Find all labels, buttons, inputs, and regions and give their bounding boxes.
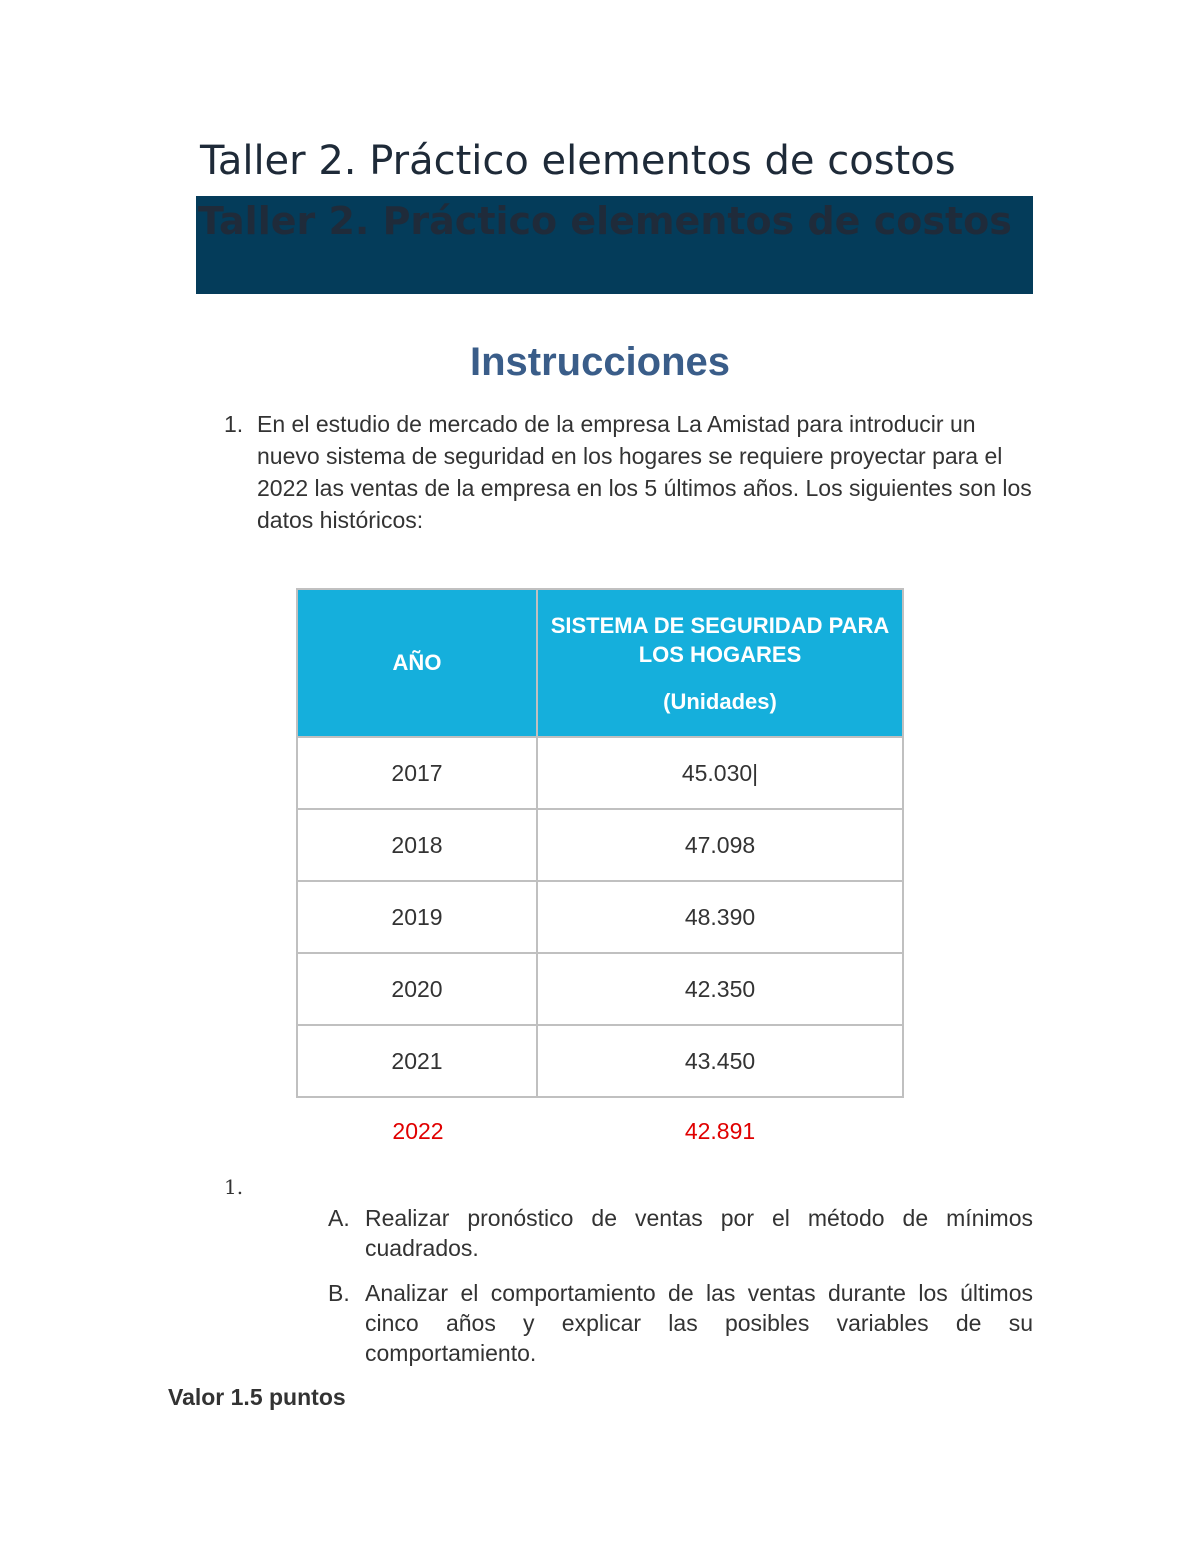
header-units-main: SISTEMA DE SEGURIDAD PARA LOS HOGARES [550,612,890,667]
cell-year: 2021 [297,1025,537,1097]
cell-year: 2018 [297,809,537,881]
cell-year: 2020 [297,953,537,1025]
header-year: AÑO [297,589,537,737]
table-row [297,1025,903,1097]
cell-year: 2017 [297,737,537,809]
task-letter-b: B. [328,1280,350,1306]
cell-units: 47.098 [537,809,903,881]
task-b: Analizar el comportamiento de las ventas durante los últimos cinco años y explicar las posibles variables de su comportamiento. [365,1280,1033,1366]
banner-title: Taller 2. Práctico elementos de costos [198,199,1012,243]
table-header-row [297,589,903,737]
header-units [537,589,903,737]
list-number: 1. [224,1175,244,1199]
task-letter-a: A. [328,1205,350,1231]
header-units-sub: (Unidades) [663,688,777,714]
task-a: Realizar pronóstico de ventas por el método de mínimos cuadrados. [365,1205,1033,1261]
table-row [297,953,903,1025]
sales-table [296,588,904,1098]
cell-year: 2019 [297,881,537,953]
cell-units: 45.030| [537,737,903,809]
table-row [297,737,903,809]
forecast-year: 2022 [392,1118,444,1144]
table-row [297,809,903,881]
forecast-value: 42.891 [684,1118,756,1144]
cell-units: 48.390 [537,881,903,953]
page-title: Taller 2. Práctico elementos de costos [200,138,956,184]
cell-units: 43.450 [537,1025,903,1097]
title-banner [196,196,1033,294]
section-heading: Instrucciones [469,340,731,384]
cell-units: 42.350 [537,953,903,1025]
table-row [297,881,903,953]
instructions-paragraph: En el estudio de mercado de la empresa La Amistad para introducir un nuevo sistema de seguridad en los hogares se requiere proyectar para el 2022 las ventas de la empresa en los 5 últimos años. Los siguientes son los datos históricos: [257,411,1032,533]
paragraph-number: 1. [224,411,244,437]
score-label: Valor 1.5 puntos [168,1384,346,1410]
